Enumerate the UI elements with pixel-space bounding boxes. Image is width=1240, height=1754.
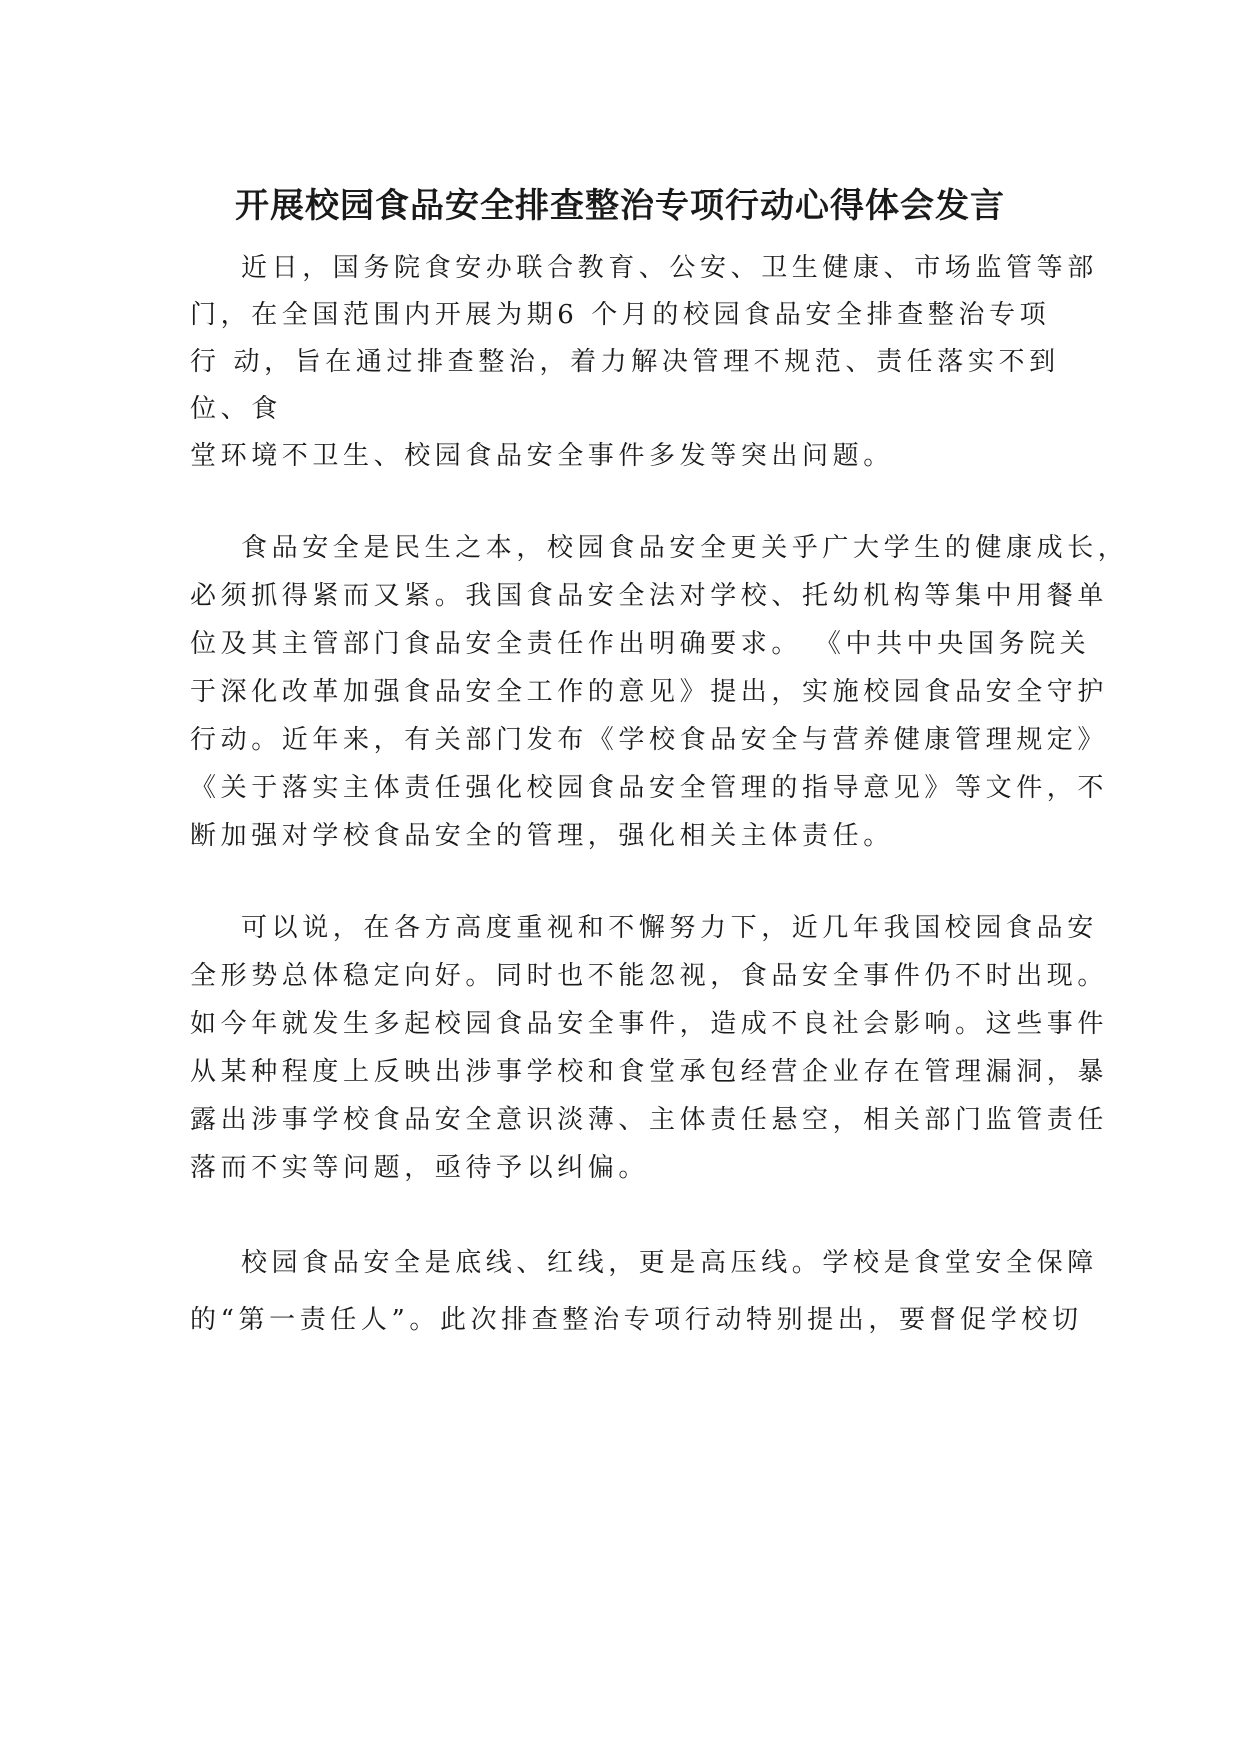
paragraph-line: 的“第一责任人”。此次排查整治专项行动特别提出，要督促学校切 bbox=[190, 1305, 1083, 1335]
paragraph-line: 行动。近年来，有关部门发布《学校食品安全与营养健康管理规定》 bbox=[190, 725, 1109, 755]
paragraph-line: 堂环境不卫生、校园食品安全事件多发等突出问题。 bbox=[190, 441, 894, 471]
paragraph-line: 落而不实等问题，亟待予以纠偏。 bbox=[190, 1153, 650, 1183]
paragraph-line: 食品安全是民生之本，校园食品安全更关乎广大学生的健康成长， bbox=[241, 533, 1129, 563]
paragraph-line: 露出涉事学校食品安全意识淡薄、主体责任悬空，相关部门监管责任 bbox=[190, 1105, 1109, 1135]
paragraph-line: 位及其主管部门食品安全责任作出明确要求。 《中共中央国务院关 bbox=[190, 629, 1091, 659]
paragraph-line: 断加强对学校食品安全的管理，强化相关主体责任。 bbox=[190, 821, 894, 851]
paragraph-line: 位、食 bbox=[190, 394, 282, 424]
paragraph-line: 全形势总体稳定向好。同时也不能忽视，食品安全事件仍不时出现。 bbox=[190, 961, 1109, 991]
paragraph-line: 门，在全国范围内开展为期6 个月的校园食品安全排查整治专项 bbox=[190, 300, 1051, 330]
document-title: 开展校园食品安全排查整治专项行动心得体会发言 bbox=[235, 186, 1005, 226]
paragraph-line: 近日，国务院食安办联合教育、公安、卫生健康、市场监管等部 bbox=[241, 253, 1098, 283]
paragraph-line: 如今年就发生多起校园食品安全事件，造成不良社会影响。这些事件 bbox=[190, 1009, 1109, 1039]
paragraph-line: 必须抓得紧而又紧。我国食品安全法对学校、托幼机构等集中用餐单 bbox=[190, 581, 1109, 611]
paragraph-line: 校园食品安全是底线、红线，更是高压线。学校是食堂安全保障 bbox=[241, 1248, 1098, 1278]
paragraph-line: 于深化改革加强食品安全工作的意见》提出，实施校园食品安全守护 bbox=[190, 677, 1109, 707]
paragraph-line: 从某种程度上反映出涉事学校和食堂承包经营企业存在管理漏洞，暴 bbox=[190, 1057, 1109, 1087]
paragraph-line: 行 动，旨在通过排查整治，着力解决管理不规范、责任落实不到 bbox=[190, 347, 1060, 377]
paragraph-line: 可以说，在各方高度重视和不懈努力下，近几年我国校园食品安 bbox=[241, 913, 1098, 943]
paragraph-line: 《关于落实主体责任强化校园食品安全管理的指导意见》等文件，不 bbox=[190, 773, 1109, 803]
